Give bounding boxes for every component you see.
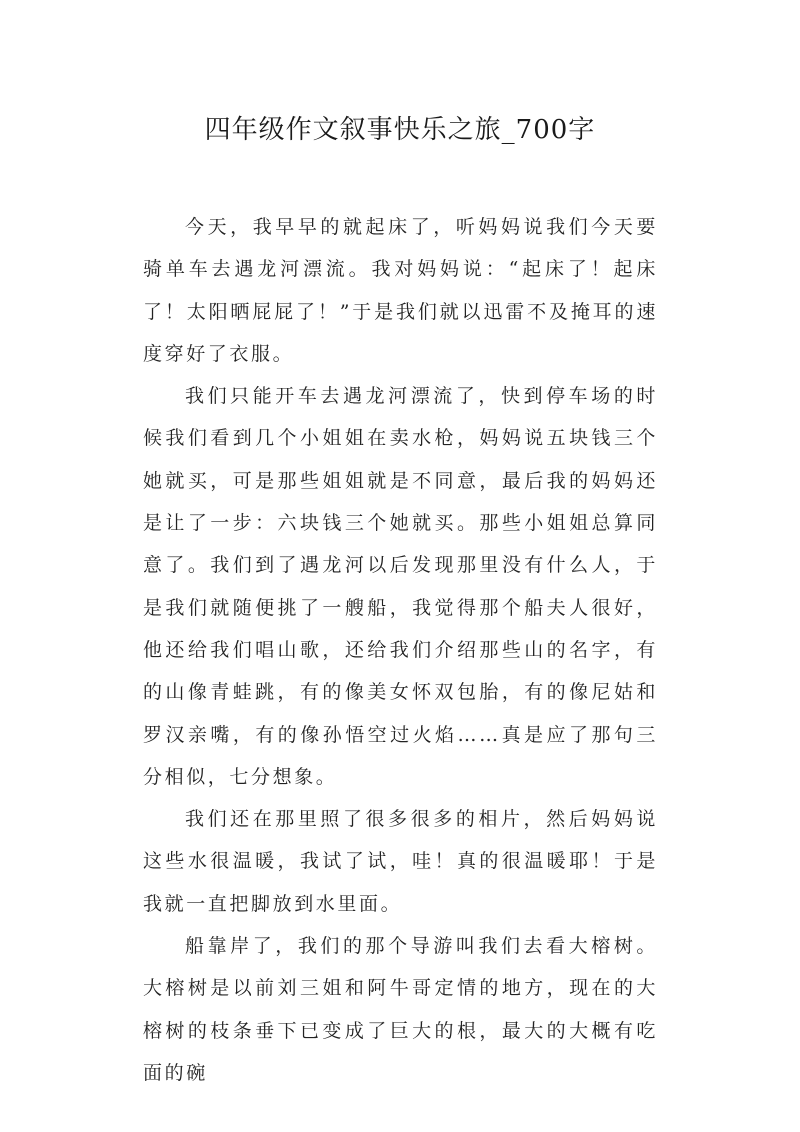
document-body (143, 206, 658, 1094)
paragraph-2: 我们只能开车去遇龙河漂流了，快到停车场的时候我们看到几个小姐姐在卖水枪，妈妈说五块钱三个她就买，可是那些姐姐就是不同意，最后我的妈妈还是让了一步：六块钱三个她就买。那些小姐姐总算同意了。我们到了遇龙河以后发现那里没有什么人，于是我们就随便挑了一艘船，我觉得那个船夫人很好，他还给我们唱山歌，还给我们介绍那些山的名字，有的山像青蛙跳，有的像美女怀双包胎，有的像尼姑和罗汉亲嘴，有的像孙悟空过火焰……真是应了那句三分相似，七分想象。 (143, 385, 658, 788)
paragraph-4: 船靠岸了，我们的那个导游叫我们去看大榕树。大榕树是以前刘三姐和阿牛哥定情的地方，现在的大榕树的枝条垂下已变成了巨大的根，最大的大概有吃面的碗 (143, 935, 658, 1084)
paragraph-3: 我们还在那里照了很多很多的相片，然后妈妈说这些水很温暖，我试了试，哇！真的很温暖耶！于是我就一直把脚放到水里面。 (143, 808, 658, 915)
paragraph-1: 今天，我早早的就起床了，听妈妈说我们今天要骑单车去遇龙河漂流。我对妈妈说：“起床了！起床了！太阳晒屁屁了！”于是我们就以迅雷不及掩耳的速度穿好了衣服。 (143, 216, 658, 365)
document-title: 四年级作文叙事快乐之旅_700字 (204, 115, 596, 145)
